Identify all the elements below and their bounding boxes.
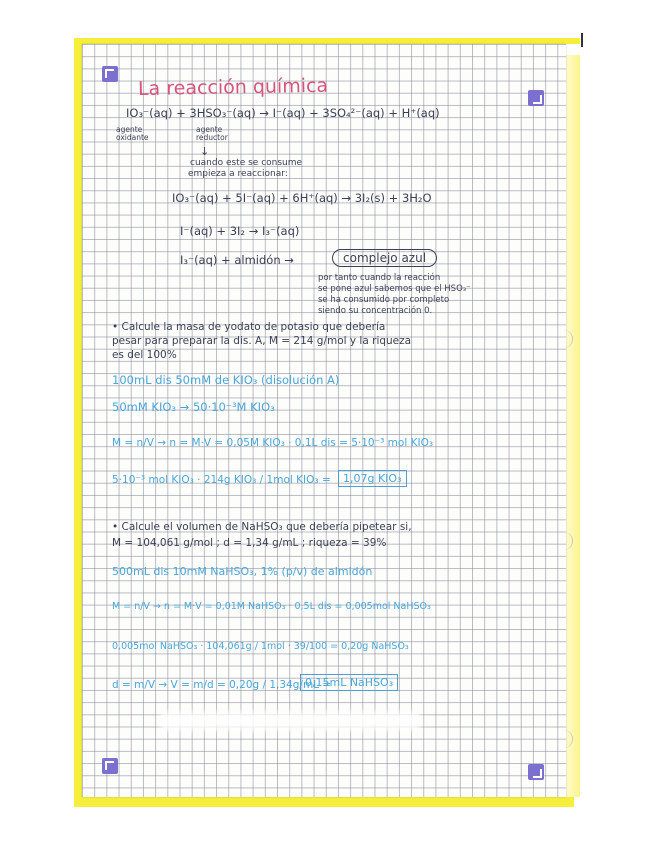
page-edge-right (566, 55, 580, 797)
note-line: empieza a reaccionar: (188, 169, 288, 179)
corner-mark-icon (102, 66, 118, 82)
corner-mark-icon (102, 758, 118, 774)
result-oval: complejo azul (332, 249, 437, 267)
highlighted-result (332, 249, 437, 267)
note-line: se ha consumido por completo (318, 295, 450, 305)
corner-mark-icon (528, 764, 544, 780)
note-line: agente oxidante (116, 125, 149, 142)
calculation-line: 100mL dis 50mM de KIO₃ (disolución A) (112, 373, 340, 387)
result-box: 1,07g KIO₃ (338, 470, 407, 487)
calculation-line: M = n/V → n = M·V = 0,05M KIO₃ · 0,1L dis = 5·10⁻³ mol KIO₃ (112, 437, 434, 449)
calculation-line: 0,005mol NaHSO₃ · 104,061g / 1mol · 39/100 = 0,20g NaHSO₃ (112, 641, 409, 652)
page-tick-mark (581, 33, 583, 47)
question-line: es del 100% (112, 349, 177, 361)
corner-mark-icon (528, 90, 544, 106)
question-line: • Calcule la masa de yodato de potasio que debería (112, 321, 386, 333)
equation-line: I⁻(aq) + 3I₂ → I₃⁻(aq) (180, 224, 300, 238)
calculation-line: 50mM KIO₃ → 50·10⁻³M KIO₃ (112, 400, 275, 414)
equation-line: I₃⁻(aq) + almidón → (180, 253, 294, 267)
equation-line: IO₃⁻(aq) + 5I⁻(aq) + 6H⁺(aq) → 3I₂(s) + 3H₂O (172, 191, 432, 205)
calculation-line: M = n/V → n = M·V = 0,01M NaHSO₃ · 0,5L dis = 0,005mol NaHSO₃ (112, 601, 431, 612)
calculation-line: 5·10⁻³ mol KIO₃ · 214g KIO₃ / 1mol KIO₃ = (112, 474, 331, 486)
boxed-result (338, 470, 407, 487)
equation-line: IO₃⁻(aq) + 3HSO₃⁻(aq) → I⁻(aq) + 3SO₄²⁻(aq) + H⁺(aq) (126, 106, 440, 120)
note-line: se pone azul sabemos que el HSO₃⁻ (318, 284, 471, 294)
page-edge-left (74, 38, 82, 806)
calculation-line: d = m/V → V = m/d = 0,20g / 1,34g/mL = (112, 679, 332, 691)
note-line: agente reductor (196, 125, 228, 142)
calculation-line: 500mL dis 10mM NaHSO₃, 1% (p/v) de almidón (112, 565, 373, 578)
note-line: siendo su concentración 0. (318, 306, 433, 316)
page-edge-bottom (74, 797, 574, 807)
result-box: 0,15mL NaHSO₃ (300, 674, 398, 691)
boxed-result (300, 674, 398, 691)
erased-smudge (160, 712, 420, 730)
note-line: por tanto cuando la reacción (318, 273, 441, 283)
page-title: La reacción química (137, 74, 329, 100)
question-line: M = 104,061 g/mol ; d = 1,34 g/mL ; riqueza = 39% (112, 537, 387, 549)
question-line: • Calcule el volumen de NaHSO₃ que debería pipetear si, (112, 521, 412, 533)
question-line: pesar para preparar la dis. A, M = 214 g/mol y la riqueza (112, 335, 412, 347)
note-line: cuando este se consume (190, 158, 303, 168)
arrow-down-icon: ↓ (200, 145, 210, 158)
